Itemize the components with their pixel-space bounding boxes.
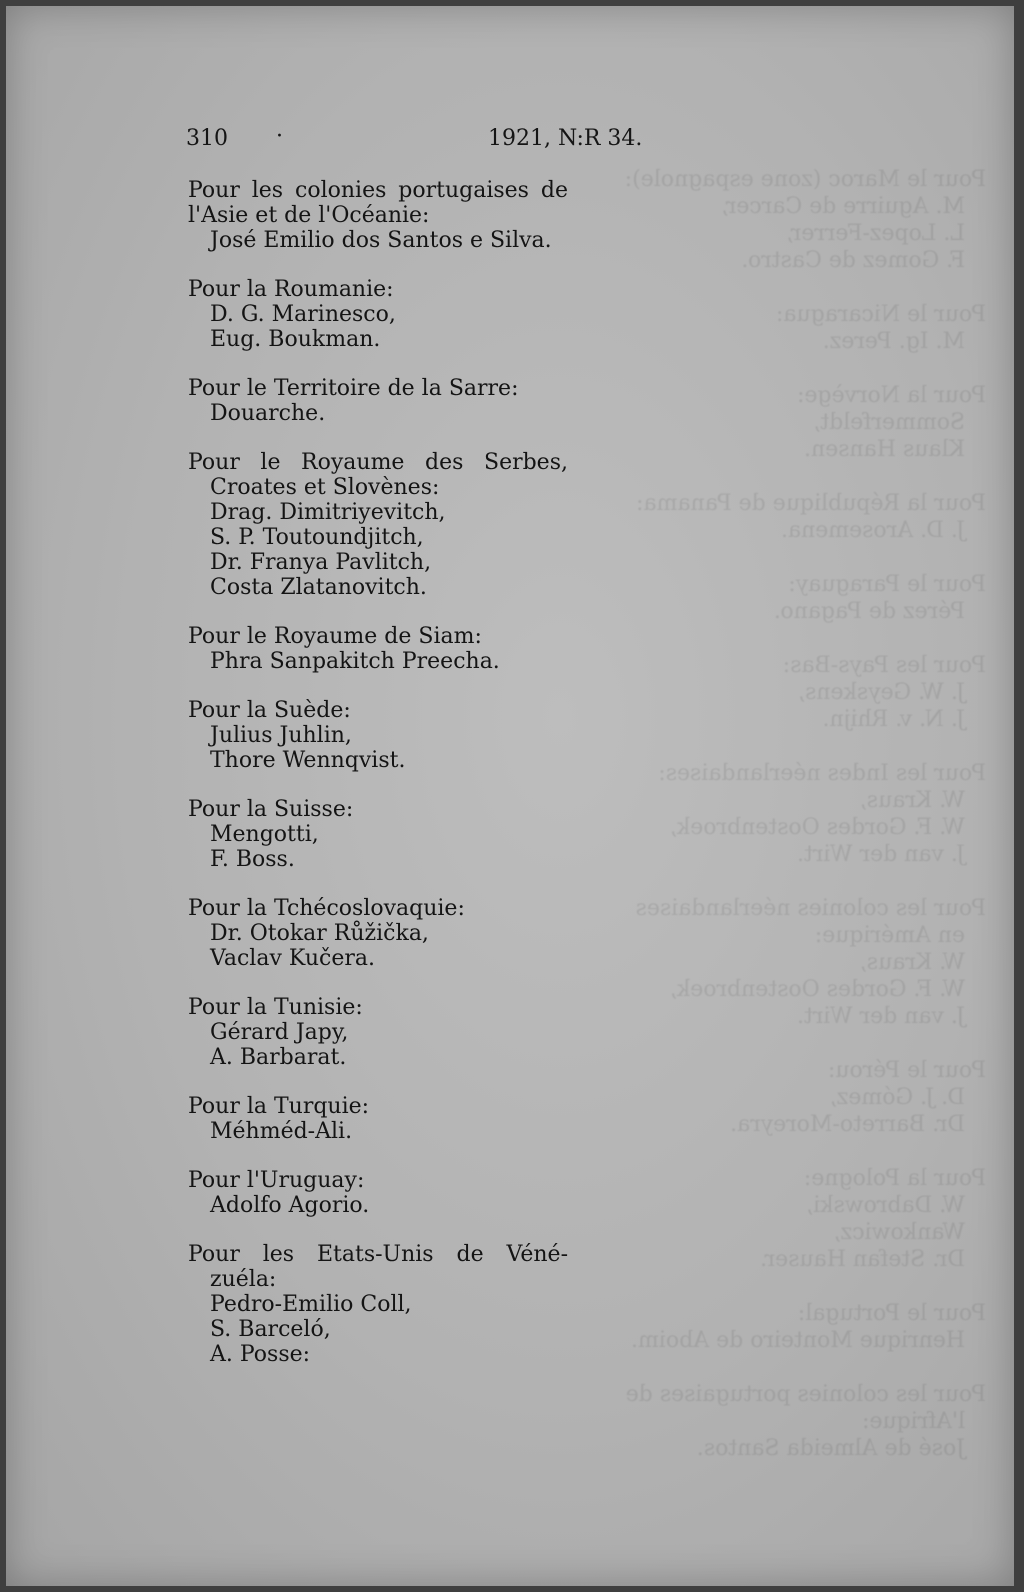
country-heading: l'Asie et de l'Océanie:: [188, 203, 430, 228]
country-heading: Pour la Tunisie:: [188, 995, 363, 1020]
country-heading: Pour les Etats-Unis de Véné-: [188, 1242, 568, 1267]
signatory-name: S. P. Toutoundjitch,: [210, 525, 424, 550]
header-dot: ·: [276, 124, 283, 149]
signatory-name: S. Barceló,: [210, 1317, 331, 1342]
country-heading: Pour la Suisse:: [188, 797, 354, 822]
signatory-name: José Emilio dos Santos e Silva.: [210, 228, 552, 253]
country-heading: zuéla:: [210, 1267, 277, 1292]
signatory-name: Dr. Otokar Růžička,: [210, 921, 429, 946]
page-number: 310: [186, 126, 228, 151]
signatory-name: Douarche.: [210, 401, 326, 426]
country-heading: Pour le Territoire de la Sarre:: [188, 376, 519, 401]
signatory-name: Julius Juhlin,: [210, 723, 352, 748]
entry-switzerland: [188, 797, 568, 872]
signatory-name: Eug. Boukman.: [210, 327, 381, 352]
signatory-name: Phra Sanpakitch Preecha.: [210, 649, 500, 674]
entry-venezuela: [188, 1242, 568, 1367]
country-heading: Pour la Turquie:: [188, 1094, 370, 1119]
signatory-name: Thore Wennqvist.: [210, 748, 406, 773]
signatory-name: Pedro-Emilio Coll,: [210, 1292, 412, 1317]
entry-tunisia: [188, 995, 568, 1070]
entry-sweden: [188, 698, 568, 773]
entry-portuguese-colonies-asia: [188, 178, 568, 253]
signatory-name: Vaclav Kučera.: [210, 946, 375, 971]
entry-saar: [188, 376, 568, 426]
page-header: [186, 126, 646, 156]
country-heading: Pour le Royaume de Siam:: [188, 624, 482, 649]
signatory-name: Gérard Japy,: [210, 1020, 349, 1045]
signatory-name: Dr. Franya Pavlitch,: [210, 550, 432, 575]
country-heading: Pour les colonies portugaises de: [188, 178, 568, 203]
country-heading: Pour l'Uruguay:: [188, 1168, 365, 1193]
document-page: [6, 6, 1014, 1586]
entry-siam: [188, 624, 568, 674]
signatory-name: A. Barbarat.: [210, 1045, 347, 1070]
signatory-name: Adolfo Agorio.: [210, 1193, 370, 1218]
signatory-list: [188, 178, 568, 1391]
country-heading: Pour la Roumanie:: [188, 277, 394, 302]
signatory-name: A. Posse:: [210, 1342, 311, 1367]
country-heading: Pour la Suède:: [188, 698, 351, 723]
signatory-name: Méhméd-Ali.: [210, 1119, 353, 1144]
signatory-name: Drag. Dimitriyevitch,: [210, 500, 446, 525]
signatory-name: Mengotti,: [210, 822, 319, 847]
entry-romania: [188, 277, 568, 352]
country-heading: Pour la Tchécoslovaquie:: [188, 896, 465, 921]
entry-czechoslovakia: [188, 896, 568, 971]
entry-serbs-croats-slovenes: [188, 450, 568, 600]
show-through-texture: Pour le Maroc (zone espagnole): M. Aguirre de Carcer, L. Lopez-Ferrer, F. Gomez de Castro. Pour le Nicaragua: M. Ig. Perez. Pour la Norvège: Sommerfeldt, Klaus Hansen. Pour la République de Panama: J. D. Arosemena. Pour le Paraguay: Pérez de Pagano. Pour les Pays-Bas: J. W. Geyskens, J. N. v. Rhijn. Pour les Indes néerlandaises: W. Kraus, W. F. Gordes Oostenbroek, J. van der Wirt. Pour les colonies néerlandaises en Amérique: W. Kraus, W. F. Gordes Oostenbroek, J. van der Wirt. Pour le Pérou: D. J. Gómez, Dr. Barreto-Moreyra. Pour la Pologne: W. Dabrowski, Wankowicz, Dr. Stefan Hauser. Pour le Portugal: Henrique Monteiro de Aboim. Pour les colonies portugaises de l'Afrique: José de Almeida Santos.: [624, 167, 986, 1461]
country-heading: Croates et Slovènes:: [210, 475, 440, 500]
running-title: 1921, N:R 34.: [488, 126, 643, 151]
entry-uruguay: [188, 1168, 568, 1218]
signatory-name: F. Boss.: [210, 847, 295, 872]
signatory-name: D. G. Marinesco,: [210, 302, 396, 327]
country-heading: Pour le Royaume des Serbes,: [188, 450, 568, 475]
entry-turkey: [188, 1094, 568, 1144]
signatory-name: Costa Zlatanovitch.: [210, 575, 427, 600]
